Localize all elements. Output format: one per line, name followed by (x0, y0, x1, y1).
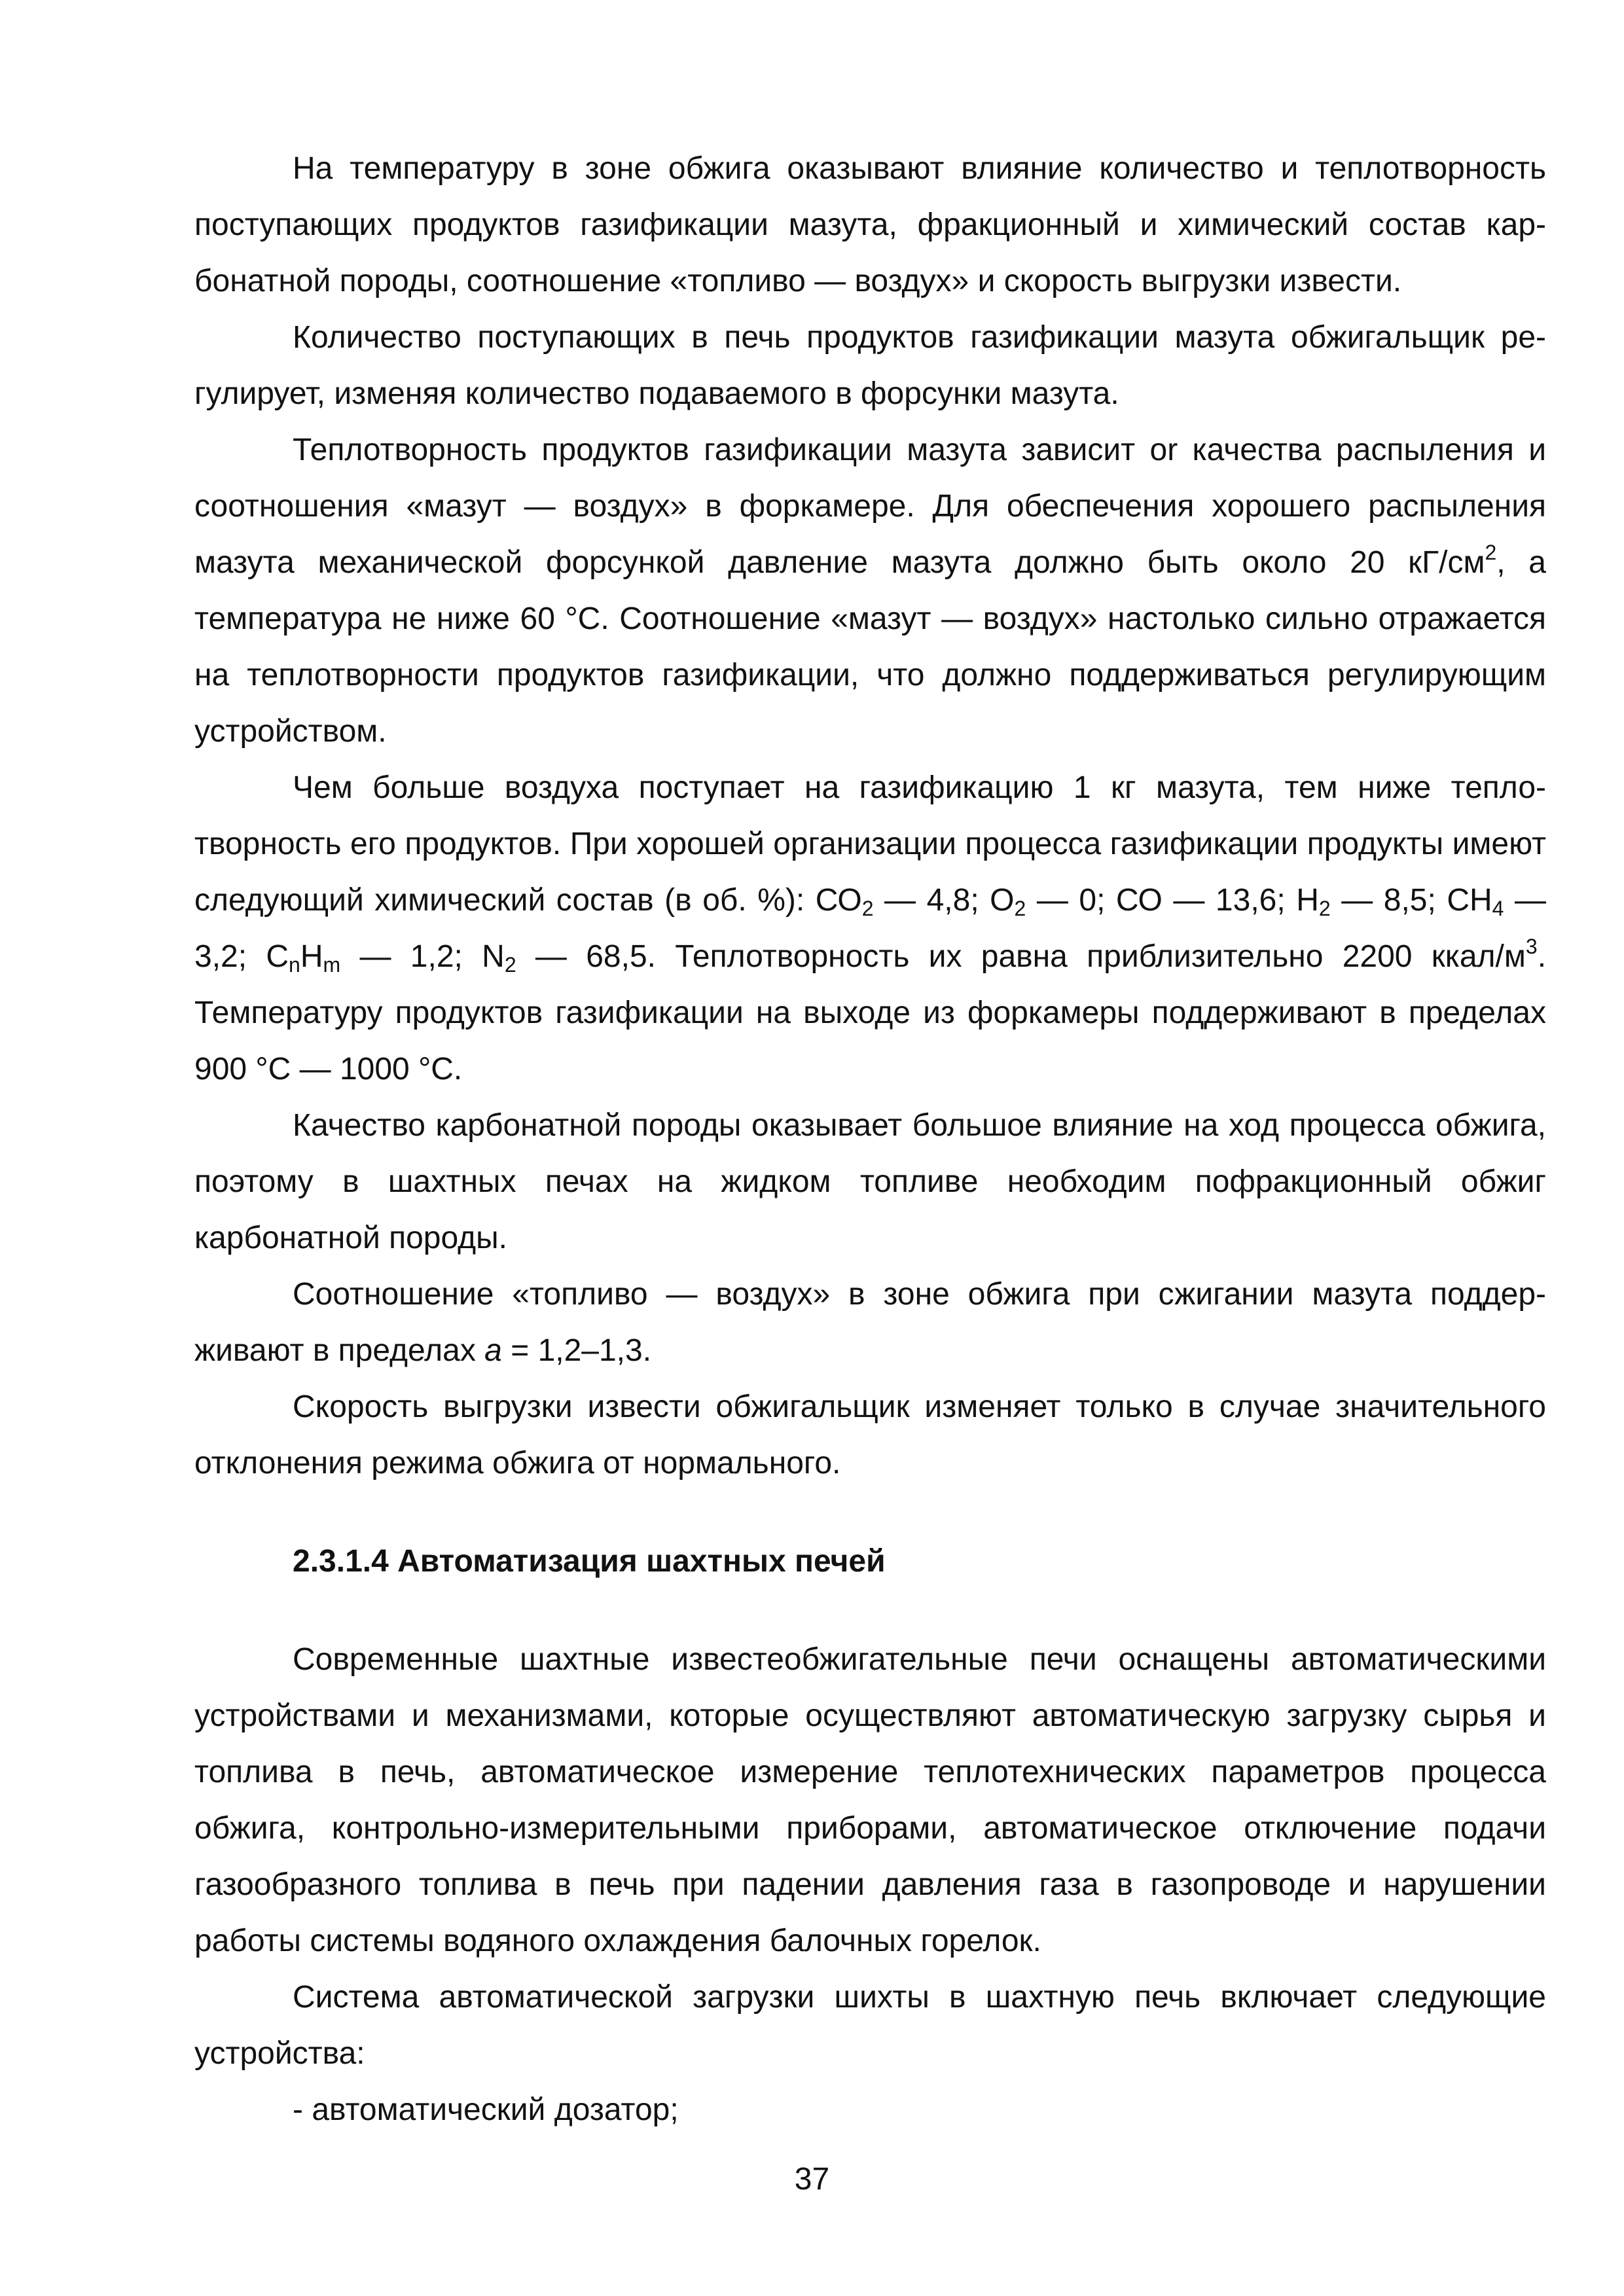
subscript: m (323, 953, 341, 977)
text-segment: Чем больше воздуха поступает на газификацию 1 кг мазута, тем ниже теплотворность его продуктов. При хорошей организации процесса газификации продукты имеют следующий химический состав (в об. %): СО (194, 770, 1546, 918)
section-heading: 2.3.1.4 Автоматизация шахтных печей (293, 1544, 886, 1579)
superscript: 3 (1525, 935, 1538, 958)
paragraph-carbonate-quality: Качество карбонатной породы оказывает большое влияние на ход процесса обжига, поэтому в шахтных печах на жидком топливе необходим пофракционный обжиг карбонатной породы. (194, 1108, 1546, 1255)
paragraph-automation-overview: Современные шахтные известеобжигательные печи оснащены автоматическими устройствами и механизмами, которые осуществляют автоматическую загрузку сырья и топлива в печь, автоматическое измерение теплотехнических параметров процесса обжига, контрольно-измерительными приборами, автоматическое отключение подачи газообразного топлива в печь при падении давления газа в газопроводе и нарушении работы системы водяного охлаждения балочных горелок. (194, 1642, 1546, 1958)
subscript: 4 (1492, 897, 1504, 920)
text-segment: , а температура не ниже 60 °С. Соотношение «мазут — воздух» настолько сильно отражается на теплотворности продуктов газификации, что должно поддерживаться регулирующим устройством. (194, 545, 1546, 749)
italic-variable: а (484, 1333, 502, 1368)
page-content (194, 141, 1546, 2138)
text-segment: Соотношение «топливо — воздух» в зоне обжига при сжигании мазута поддерживают в пределах (194, 1277, 1546, 1368)
paragraph-heat-value-atomization (194, 422, 1546, 760)
text-segment: — 8,5; СН (1330, 883, 1492, 918)
superscript: 2 (1485, 541, 1497, 564)
text-segment: — 4,8; О (873, 883, 1015, 918)
text-segment: — 0; СО — 13,6; Н (1026, 883, 1319, 918)
subscript: 2 (504, 953, 516, 977)
paragraph-lime-unloading-speed: Скорость выгрузки извести обжигальщик изменяет только в случае значительного отклонения режима обжига от нормального. (194, 1390, 1546, 1480)
paragraph-gasification-quantity: Количество поступающих в печь продуктов газификации мазута обжигальщик регулирует, изменяя количество подаваемого в форсунки мазута. (194, 320, 1546, 411)
text-segment: = 1,2–1,3. (501, 1333, 652, 1368)
paragraph-charge-loading-system: Система автоматической загрузки шихты в шахтную печь включает следующие устройства: (194, 1980, 1546, 2071)
paragraph-gas-composition (194, 760, 1546, 1098)
text-segment: — 1,2; N (340, 939, 505, 974)
text-segment: — 3,2; С (194, 883, 1546, 974)
subscript: n (289, 953, 300, 977)
text-segment: — 68,5. Теплотворность их равна приблизительно 2200 ккал/м (516, 939, 1526, 974)
paragraph-firing-zone-temperature: На температуру в зоне обжига оказывают влияние количество и теплотворность поступающих продуктов газификации мазута, фракционный и химический состав карбонатной породы, соотношение «топливо — воздух» и скорость выгрузки извести. (194, 151, 1546, 298)
subscript: 2 (861, 897, 874, 920)
subscript: 2 (1318, 897, 1331, 920)
text-segment: . Температуру продуктов газификации на выходе из форкамеры поддерживают в пределах 900 °С — 1000 °С. (194, 939, 1547, 1086)
page-number: 37 (794, 2162, 830, 2197)
text-segment: Теплотворность продуктов газификации мазута зависит or качества распыления и соотношения «мазут — воздух» в форкамере. Для обеспечения хорошего распыления мазута механической форсункой давление мазута должно быть около 20 кГ/см (194, 433, 1546, 580)
text-segment: Н (300, 939, 323, 974)
subscript: 2 (1014, 897, 1026, 920)
list-item: - автоматический дозатор; (293, 2092, 679, 2127)
paragraph-fuel-air-ratio (194, 1266, 1546, 1379)
